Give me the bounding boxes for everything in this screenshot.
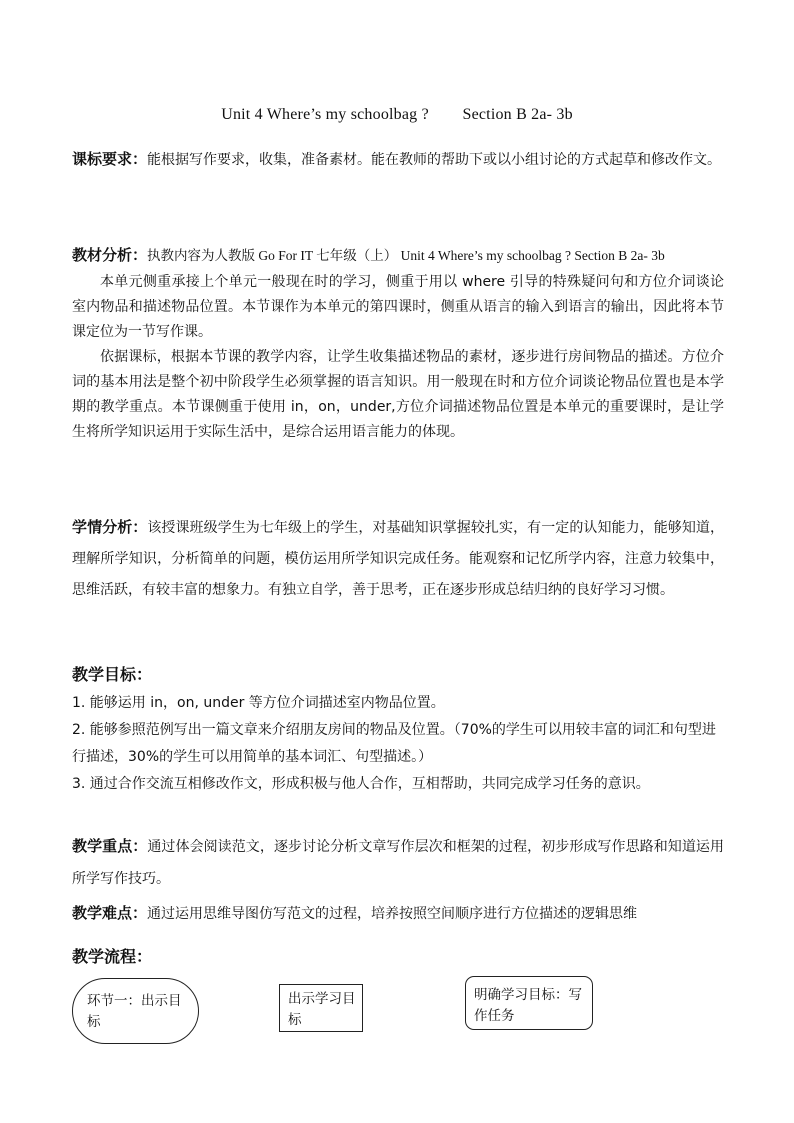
difficulties-section <box>72 898 724 929</box>
flow-box-step-one: 环节一：出示目标 <box>72 978 199 1044</box>
textbook-paragraph-1: 本单元侧重承接上个单元一般现在时的学习，侧重于用以 where 引导的特殊疑问句和方位介词谈论室内物品和描述物品位置。本节课作为本单元的第四课时，侧重从语言的输入到语言的输出，因此将本节课定位为一节写作课。 <box>72 274 724 340</box>
process-heading: 教学流程： <box>72 947 153 966</box>
keypoints-text: 通过体会阅读范文，逐步讨论分析文章写作层次和框架的过程，初步形成写作思路和知道运用所学写作技巧。 <box>72 839 724 887</box>
flow-box-clarify-task: 明确学习目标：写作任务 <box>465 976 593 1030</box>
difficulties-text: 通过运用思维导图仿写范文的过程，培养按照空间顺序进行方位描述的逻辑思维 <box>147 906 638 922</box>
objective-item-3: 3. 通过合作交流互相修改作文，形成积极与他人合作，互相帮助，共同完成学习任务的意识。 <box>72 776 650 792</box>
textbook-paragraph-2: 依据课标，根据本节课的教学内容，让学生收集描述物品的素材，逐步进行房间物品的描述。方位介词的基本用法是整个初中阶段学生必须掌握的语言知识。用一般现在时和方位介词谈论物品位置也是本学期的教学重点。本节课侧重于使用 in，on，under,方位介词描述物品位置是本单元的重要课时，是让学生将所学知识运用于实际生活中，是综合运用语言能力的体现。 <box>72 349 724 440</box>
textbook-label: 教材分析： <box>72 246 148 264</box>
objective-item-1: 1. 能够运用 in，on, under 等方位介词描述室内物品位置。 <box>72 695 445 711</box>
standards-section <box>72 144 724 175</box>
objectives-list <box>72 690 724 798</box>
objective-item-2: 2. 能够参照范例写出一篇文章来介绍朋友房间的物品及位置。（70%的学生可以用较丰富的词汇和句型进行描述，30%的学生可以用简单的基本词汇、句型描述。） <box>72 722 716 765</box>
keypoints-label: 教学重点： <box>72 837 148 855</box>
difficulties-label: 教学难点： <box>72 904 148 922</box>
standards-label: 课标要求： <box>72 150 148 168</box>
keypoints-section <box>72 830 724 895</box>
flow-box-show-objectives: 出示学习目标 <box>279 984 363 1032</box>
document-title: Unit 4 Where’s my schoolbag ? Section B 2a- 3b <box>221 106 573 123</box>
students-section <box>72 512 724 606</box>
textbook-section <box>72 238 724 445</box>
students-text: 该授课班级学生为七年级上的学生，对基础知识掌握较扎实，有一定的认知能力，能够知道，理解所学知识，分析简单的问题，模仿运用所学知识完成任务。能观察和记忆所学内容，注意力较集中，思维活跃，有较丰富的想象力。有独立自学，善于思考，正在逐步形成总结归纳的良好学习习惯。 <box>72 520 724 598</box>
standards-text: 能根据写作要求，收集，准备素材。能在教师的帮助下或以小组讨论的方式起草和修改作文。 <box>147 152 722 168</box>
students-label: 学情分析： <box>72 518 148 536</box>
objectives-heading: 教学目标： <box>72 665 153 684</box>
textbook-intro: 执教内容为人教版 Go For IT 七年级（上） Unit 4 Where’s my schoolbag ? Section B 2a- 3b <box>147 248 665 263</box>
